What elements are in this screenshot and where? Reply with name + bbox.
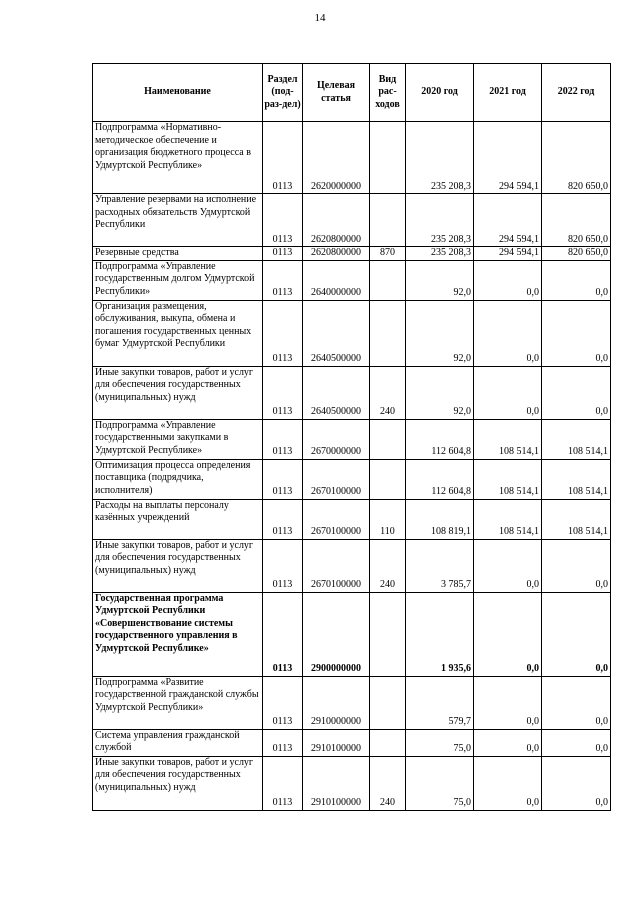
row-target: 2640500000 xyxy=(303,366,370,419)
row-2022: 0,0 xyxy=(542,300,611,366)
row-section: 0113 xyxy=(263,676,303,729)
row-2022: 0,0 xyxy=(542,756,611,810)
row-2021: 294 594,1 xyxy=(474,194,542,247)
row-expense: 240 xyxy=(370,366,406,419)
row-target: 2670100000 xyxy=(303,459,370,499)
row-section: 0113 xyxy=(263,499,303,539)
row-target: 2640000000 xyxy=(303,260,370,300)
row-section: 0113 xyxy=(263,300,303,366)
row-2020: 1 935,6 xyxy=(406,592,474,676)
row-2022: 820 650,0 xyxy=(542,194,611,247)
table-row xyxy=(93,419,611,459)
row-2021: 0,0 xyxy=(474,300,542,366)
budget-table xyxy=(92,63,611,811)
row-target: 2670000000 xyxy=(303,419,370,459)
row-section: 0113 xyxy=(263,260,303,300)
header-name: Наименование xyxy=(93,64,263,122)
row-2020: 579,7 xyxy=(406,676,474,729)
table-row xyxy=(93,729,611,756)
row-target: 2640500000 xyxy=(303,300,370,366)
row-expense xyxy=(370,300,406,366)
row-target: 2620000000 xyxy=(303,122,370,194)
row-expense: 240 xyxy=(370,539,406,592)
row-2022: 108 514,1 xyxy=(542,499,611,539)
row-expense xyxy=(370,676,406,729)
row-name: Организация размещения, обслуживания, выкупа, обмена и погашения государственных ценных бумаг Удмуртской Республики xyxy=(93,300,263,366)
row-section: 0113 xyxy=(263,122,303,194)
row-name: Подпрограмма «Управление государственными закупками в Удмуртской Республике» xyxy=(93,419,263,459)
row-name: Резервные средства xyxy=(93,247,263,261)
header-section: Раздел (под-раз-дел) xyxy=(263,64,303,122)
row-2022: 0,0 xyxy=(542,260,611,300)
row-target: 2670100000 xyxy=(303,539,370,592)
row-expense xyxy=(370,459,406,499)
row-2021: 294 594,1 xyxy=(474,122,542,194)
row-expense xyxy=(370,260,406,300)
row-2022: 0,0 xyxy=(542,676,611,729)
row-name: Государственная программа Удмуртской Республики «Совершенствование системы государственного управления в Удмуртской Республике» xyxy=(93,592,263,676)
row-name: Система управления гражданской службой xyxy=(93,729,263,756)
row-2021: 0,0 xyxy=(474,366,542,419)
row-2022: 108 514,1 xyxy=(542,419,611,459)
row-expense xyxy=(370,419,406,459)
row-2021: 108 514,1 xyxy=(474,499,542,539)
row-target: 2910100000 xyxy=(303,756,370,810)
row-section: 0113 xyxy=(263,459,303,499)
row-2020: 112 604,8 xyxy=(406,419,474,459)
row-target: 2910100000 xyxy=(303,729,370,756)
row-2022: 820 650,0 xyxy=(542,247,611,261)
table-row xyxy=(93,247,611,261)
row-2022: 0,0 xyxy=(542,592,611,676)
row-2021: 0,0 xyxy=(474,260,542,300)
row-section: 0113 xyxy=(263,419,303,459)
table-row xyxy=(93,366,611,419)
header-2021: 2021 год xyxy=(474,64,542,122)
row-name: Иные закупки товаров, работ и услуг для обеспечения государственных (муниципальных) нужд xyxy=(93,756,263,810)
header-expense: Вид рас-ходов xyxy=(370,64,406,122)
row-2020: 75,0 xyxy=(406,756,474,810)
header-target: Целевая статья xyxy=(303,64,370,122)
row-section: 0113 xyxy=(263,194,303,247)
row-expense: 240 xyxy=(370,756,406,810)
row-name: Управление резервами на исполнение расходных обязательств Удмуртской Республики xyxy=(93,194,263,247)
row-section: 0113 xyxy=(263,592,303,676)
row-2022: 0,0 xyxy=(542,729,611,756)
table-row xyxy=(93,676,611,729)
table-row xyxy=(93,194,611,247)
table-row xyxy=(93,260,611,300)
row-name: Подпрограмма «Развитие государственной гражданской службы Удмуртской Республики» xyxy=(93,676,263,729)
row-name: Иные закупки товаров, работ и услуг для обеспечения государственных (муниципальных) нужд xyxy=(93,366,263,419)
row-2020: 112 604,8 xyxy=(406,459,474,499)
table-row xyxy=(93,499,611,539)
row-2020: 235 208,3 xyxy=(406,247,474,261)
row-2021: 0,0 xyxy=(474,676,542,729)
table-row xyxy=(93,300,611,366)
row-target: 2910000000 xyxy=(303,676,370,729)
row-2020: 235 208,3 xyxy=(406,122,474,194)
row-2020: 108 819,1 xyxy=(406,499,474,539)
table-row xyxy=(93,539,611,592)
row-2020: 92,0 xyxy=(406,366,474,419)
table-header-row xyxy=(93,64,611,122)
row-2021: 0,0 xyxy=(474,539,542,592)
row-target: 2670100000 xyxy=(303,499,370,539)
row-2020: 3 785,7 xyxy=(406,539,474,592)
table-row xyxy=(93,122,611,194)
row-expense xyxy=(370,194,406,247)
header-2020: 2020 год xyxy=(406,64,474,122)
row-expense xyxy=(370,729,406,756)
row-section: 0113 xyxy=(263,366,303,419)
row-2021: 108 514,1 xyxy=(474,459,542,499)
row-expense xyxy=(370,122,406,194)
row-2020: 92,0 xyxy=(406,300,474,366)
row-2021: 294 594,1 xyxy=(474,247,542,261)
row-name: Подпрограмма «Управление государственным долгом Удмуртской Республики» xyxy=(93,260,263,300)
row-section: 0113 xyxy=(263,756,303,810)
row-expense xyxy=(370,592,406,676)
table-row xyxy=(93,459,611,499)
row-name: Оптимизация процесса определения поставщика (подрядчика, исполнителя) xyxy=(93,459,263,499)
row-target: 2900000000 xyxy=(303,592,370,676)
row-2022: 820 650,0 xyxy=(542,122,611,194)
row-2021: 0,0 xyxy=(474,729,542,756)
row-2022: 0,0 xyxy=(542,366,611,419)
row-2022: 0,0 xyxy=(542,539,611,592)
row-expense: 110 xyxy=(370,499,406,539)
header-2022: 2022 год xyxy=(542,64,611,122)
table-body xyxy=(93,122,611,811)
row-2021: 0,0 xyxy=(474,592,542,676)
row-section: 0113 xyxy=(263,539,303,592)
table-row xyxy=(93,756,611,810)
row-name: Расходы на выплаты персоналу казённых учреждений xyxy=(93,499,263,539)
row-section: 0113 xyxy=(263,729,303,756)
row-2020: 75,0 xyxy=(406,729,474,756)
row-2022: 108 514,1 xyxy=(542,459,611,499)
page-number: 14 xyxy=(314,12,326,24)
row-expense: 870 xyxy=(370,247,406,261)
row-2020: 235 208,3 xyxy=(406,194,474,247)
row-target: 2620800000 xyxy=(303,194,370,247)
row-2021: 108 514,1 xyxy=(474,419,542,459)
row-2020: 92,0 xyxy=(406,260,474,300)
row-2021: 0,0 xyxy=(474,756,542,810)
row-section: 0113 xyxy=(263,247,303,261)
row-name: Подпрограмма «Нормативно-методическое обеспечение и организация бюджетного процесса в Удмуртской Республике» xyxy=(93,122,263,194)
row-name: Иные закупки товаров, работ и услуг для обеспечения государственных (муниципальных) нужд xyxy=(93,539,263,592)
row-target: 2620800000 xyxy=(303,247,370,261)
table-row xyxy=(93,592,611,676)
